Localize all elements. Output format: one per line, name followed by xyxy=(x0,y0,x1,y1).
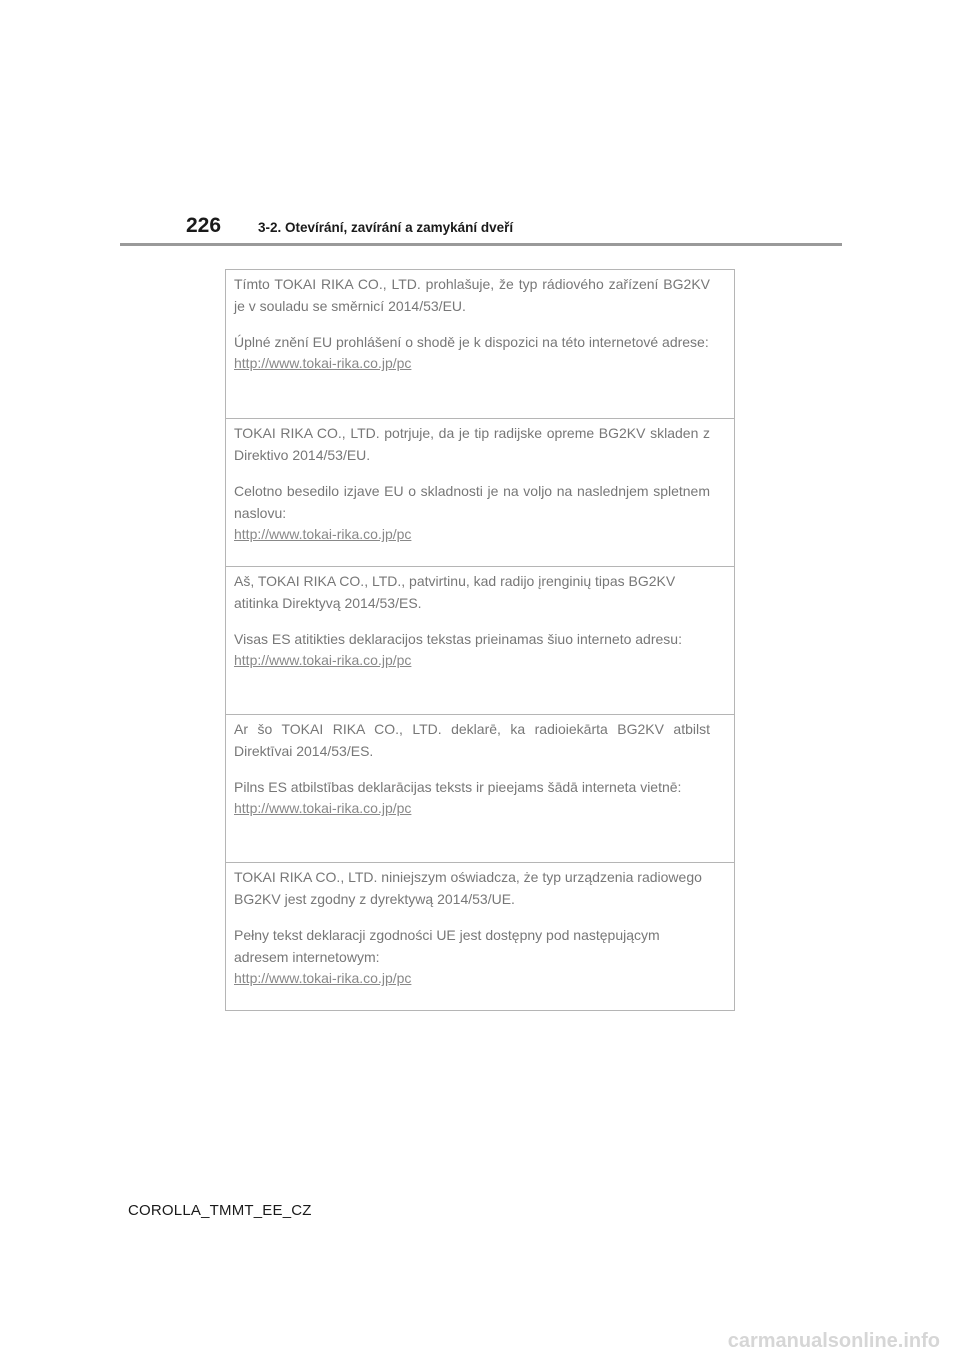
declaration-sl xyxy=(226,418,734,566)
declaration-link[interactable]: http://www.tokai-rika.co.jp/pc xyxy=(234,526,412,542)
declaration-statement: TOKAI RIKA CO., LTD. niniejszym oświadcza, że typ urządzenia radiowego BG2KV jest zgodny z dyrektywą 2014/53/UE. xyxy=(234,869,702,907)
declaration-fulltext: Visas ES atitikties deklaracijos tekstas prieinamas šiuo interneto adresu: xyxy=(234,631,682,647)
declaration-lv xyxy=(226,714,734,862)
declaration-fulltext: Úplné znění EU prohlášení o shodě je k dispozici na této internetové adrese: xyxy=(234,334,709,350)
page-number: 226 xyxy=(186,214,222,237)
declaration-statement: Ar šo TOKAI RIKA CO., LTD. deklarē, ka radioiekārta BG2KV atbilst Direktīvai 2014/53/ES. xyxy=(234,721,710,759)
declaration-link[interactable]: http://www.tokai-rika.co.jp/pc xyxy=(234,800,412,816)
header-divider xyxy=(120,243,842,246)
document-code: COROLLA_TMMT_EE_CZ xyxy=(128,1202,312,1219)
declaration-fulltext: Celotno besedilo izjave EU o skladnosti je na voljo na naslednjem spletnem naslovu: xyxy=(234,483,710,521)
declaration-pl xyxy=(226,862,734,1010)
declaration-statement: Tímto TOKAI RIKA CO., LTD. prohlašuje, že typ rádiového zařízení BG2KV je v souladu se směrnicí 2014/53/EU. xyxy=(234,276,710,314)
declaration-lt xyxy=(226,566,734,714)
declaration-link[interactable]: http://www.tokai-rika.co.jp/pc xyxy=(234,355,412,371)
declaration-fulltext: Pełny tekst deklaracji zgodności UE jest dostępny pod następującym adresem internetowym: xyxy=(234,927,660,965)
watermark: carmanualsonline.info xyxy=(727,1330,940,1352)
section-title: 3-2. Otevírání, zavírání a zamykání dveří xyxy=(258,220,514,235)
declaration-link[interactable]: http://www.tokai-rika.co.jp/pc xyxy=(234,970,412,986)
declaration-link[interactable]: http://www.tokai-rika.co.jp/pc xyxy=(234,652,412,668)
declaration-statement: Aš, TOKAI RIKA CO., LTD., patvirtinu, kad radijo įrenginių tipas BG2KV atitinka Direktyvą 2014/53/ES. xyxy=(234,573,676,611)
declaration-cz xyxy=(226,270,734,418)
declaration-fulltext: Pilns ES atbilstības deklarācijas teksts ir pieejams šādā interneta vietnē: xyxy=(234,779,682,795)
declaration-statement: TOKAI RIKA CO., LTD. potrjuje, da je tip radijske opreme BG2KV skladen z Direktivo 2014/53/EU. xyxy=(234,425,710,463)
declarations-box xyxy=(225,269,735,1011)
